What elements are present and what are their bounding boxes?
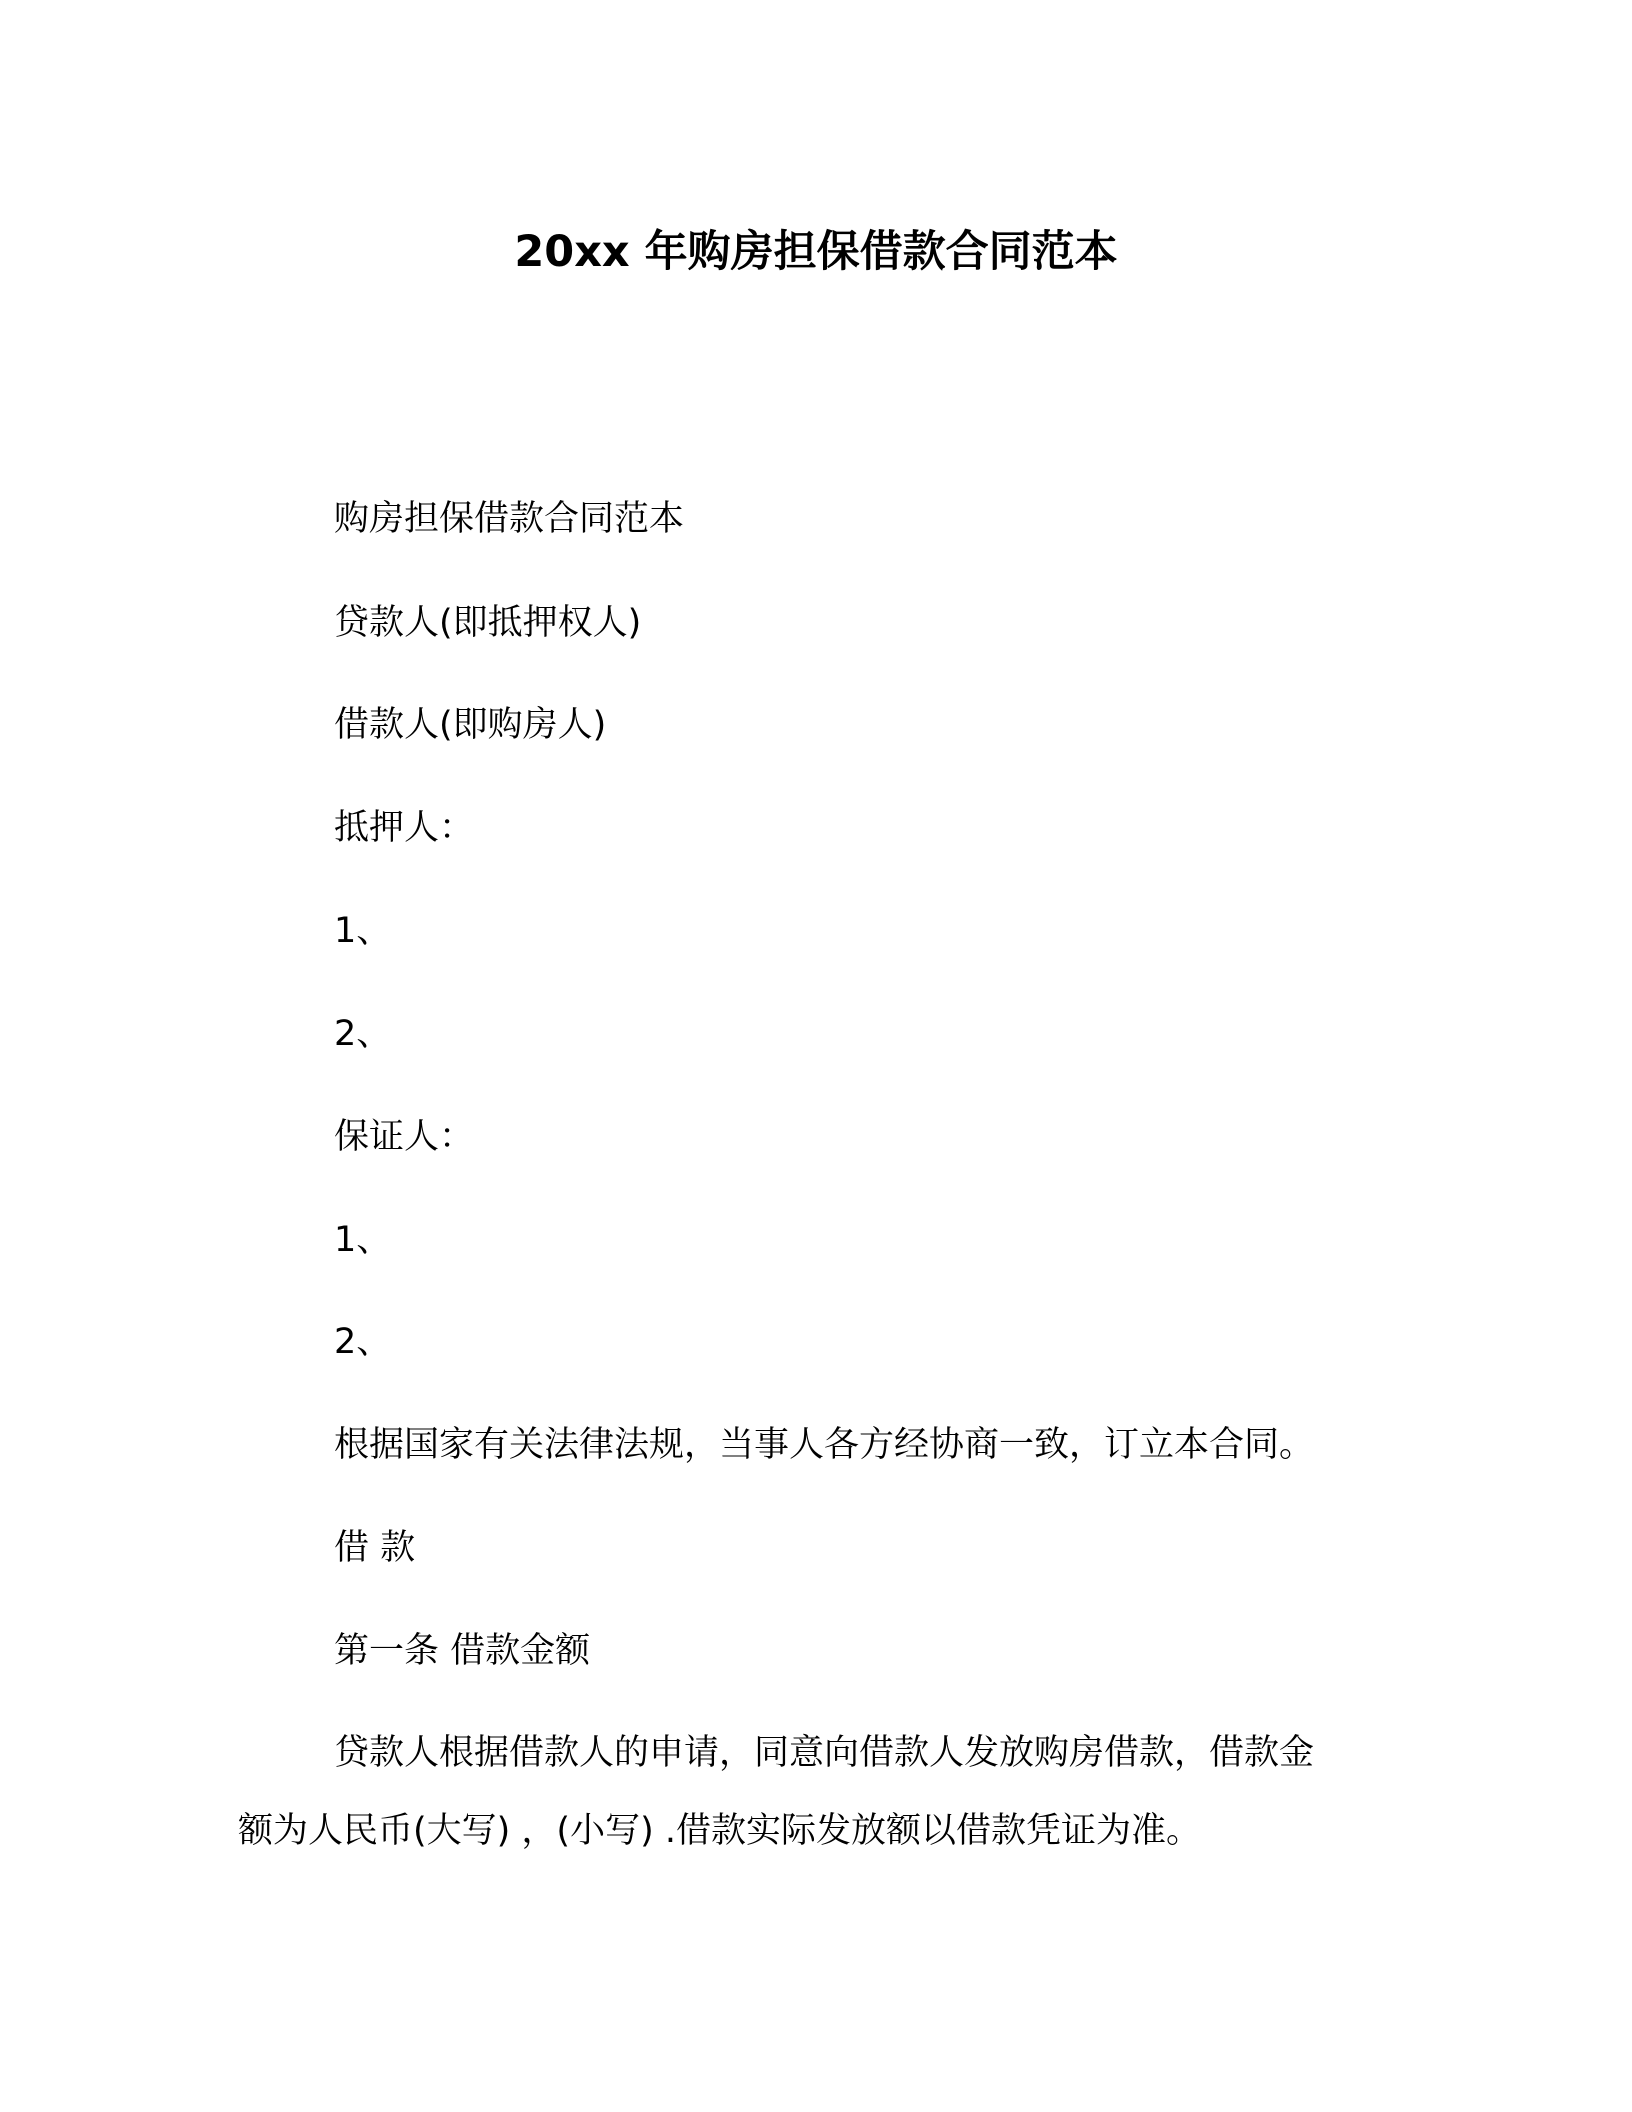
document-title: 20xx 年购房担保借款合同范本 (514, 227, 1118, 277)
doc-line-guarantor: 保证人： (334, 1117, 475, 1157)
doc-line-mortgagor: 抵押人： (334, 808, 475, 848)
doc-line-contract-name: 购房担保借款合同范本 (334, 499, 685, 539)
doc-line-mortgagor-1: 1、 (334, 911, 392, 951)
doc-line-mortgagor-2: 2、 (334, 1014, 392, 1054)
doc-line-lender: 贷款人(即抵押权人) (334, 603, 642, 643)
doc-line-guarantor-1: 1、 (334, 1220, 392, 1260)
doc-line-guarantor-2: 2、 (334, 1322, 392, 1362)
doc-line-preamble: 根据国家有关法律法规，当事人各方经协商一致，订立本合同。 (334, 1425, 1315, 1465)
doc-line-borrower: 借款人(即购房人) (334, 705, 607, 745)
doc-paragraph-line-1: 贷款人根据借款人的申请，同意向借款人发放购房借款，借款金 (334, 1733, 1315, 1773)
doc-section-heading: 借 款 (334, 1528, 416, 1568)
doc-article-heading: 第一条 借款金额 (334, 1631, 591, 1671)
doc-paragraph-line-2: 额为人民币(大写) ，(小写) .借款实际发放额以借款凭证为准。 (238, 1811, 1201, 1851)
